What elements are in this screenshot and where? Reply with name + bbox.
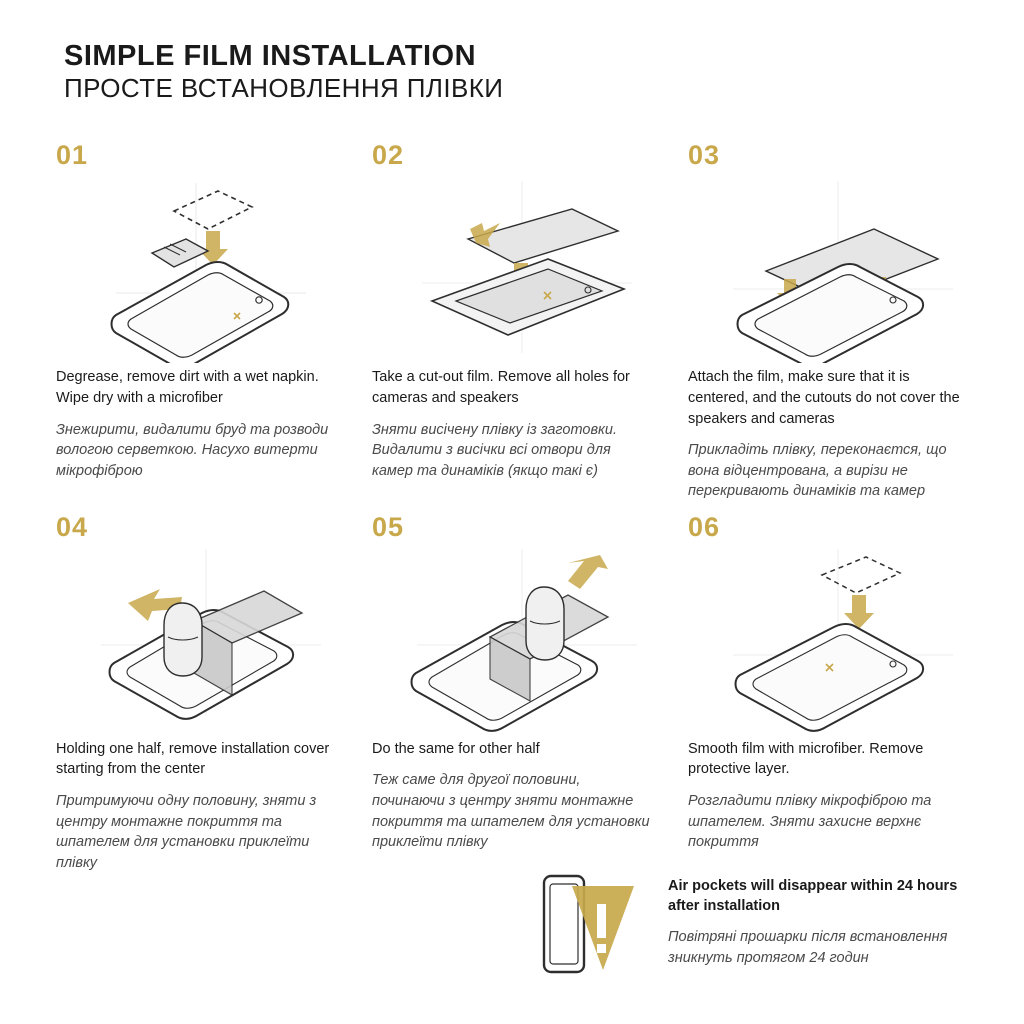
step-05 [372, 511, 652, 873]
step-text-en: Smooth film with microfiber. Remove protective layer. [688, 740, 924, 778]
footer-text-uk: Повітряні прошарки після встановлення зникнуть протягом 24 годин [668, 928, 948, 966]
step-06 [688, 511, 968, 873]
step-text-en: Take a cut-out film. Remove all holes for cameras and speakers [372, 369, 630, 406]
step-text-uk: Теж саме для другої половини, починаючи з центру зняти монтажне покриття та шпателем для установки приклеїти плівку [372, 772, 650, 851]
step-text-uk: Прикладіть плівку, переконаєтся, що вона відцентрована, а вирізи не перекривають динаміків та камер [688, 442, 947, 500]
page-title-uk: ПРОСТЕ ВСТАНОВЛЕННЯ ПЛІВКИ [64, 73, 504, 104]
step-number: 04 [56, 511, 89, 542]
step-03 [688, 142, 968, 501]
footer-text-en: Air pockets will disappear within 24 hours after installation [668, 878, 958, 915]
steps-grid [56, 142, 968, 873]
footer-text-block [668, 870, 968, 969]
step-number: 02 [372, 140, 405, 171]
step-04 [56, 511, 336, 873]
step-text-uk: Зняти висічену плівку із заготовки. Видалити з висічки всі отвори для камер та динаміків (якщо такі є) [372, 421, 617, 479]
step-number: 03 [688, 140, 721, 171]
step-text-uk: Знежирити, видалити бруд та розводи вологою серветкою. Насухо витерти мікрофіброю [56, 421, 329, 479]
step-text-en: Do the same for other half [372, 740, 540, 757]
peel-half-finger-icon [56, 545, 336, 735]
step-text-uk: Розгладити плівку мікрофіброю та шпателем. Зняти захисне верхнє покриття [688, 792, 932, 851]
step-text-uk: Притримуючи одну половину, зняти з центру монтажне покриття та шпателем для установки приклеїти плівку [56, 792, 317, 871]
step-number: 05 [372, 511, 405, 542]
step-text-en: Holding one half, remove installation cover starting from the center [56, 740, 330, 778]
phone-wipe-cloth-icon [56, 173, 336, 363]
header [56, 40, 968, 104]
step-text-en: Attach the film, make sure that it is centered, and the cutouts do not cover the speakers and cameras [688, 369, 960, 427]
smooth-microfiber-icon [688, 545, 968, 735]
footer-icon-group [526, 870, 646, 980]
film-cutout-icon [372, 173, 652, 363]
footer-note [56, 870, 968, 980]
step-02 [372, 142, 652, 501]
step-number: 01 [56, 140, 89, 171]
step-01 [56, 142, 336, 501]
step-text-en: Degrease, remove dirt with a wet napkin. Wipe dry with a microfiber [56, 369, 319, 406]
peel-other-half-icon [372, 545, 652, 735]
step-number: 06 [688, 511, 721, 542]
film-align-phone-icon [688, 173, 968, 363]
page-title-en: SIMPLE FILM INSTALLATION [64, 40, 477, 72]
